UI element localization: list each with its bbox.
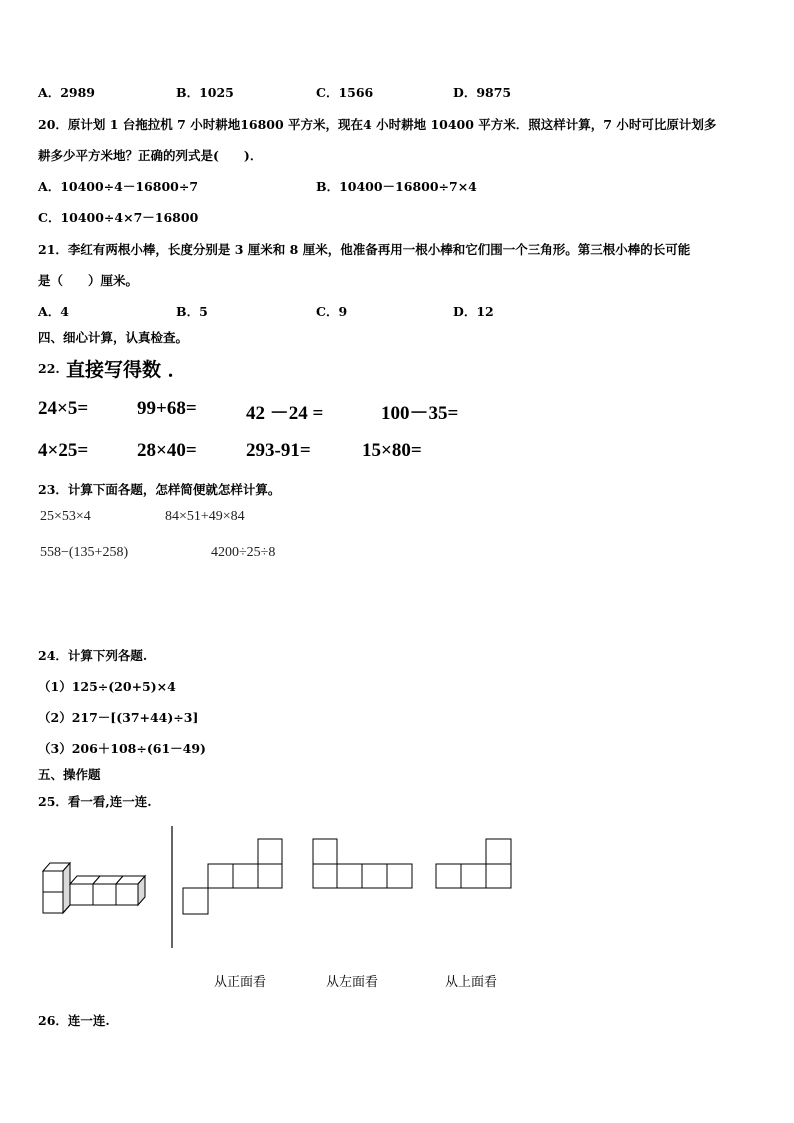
view-label-left: 从左面看 [326,975,379,990]
q21-option-b: B．5 [176,304,208,319]
q22-number: 22. [38,361,60,376]
q23-item-1: 25×53×4 [40,509,91,524]
q20-option-b: B．10400－16800÷7×4 [316,179,477,194]
q22-item-3: 42 －24 = [246,403,324,424]
q20-stem-line2: 耕多少平方米地？正确的列式是( )． [38,148,263,163]
q21-stem-line2: 是（ ）厘米。 [38,273,139,288]
q23-title: 23．计算下面各题，怎样简便就怎样计算。 [38,482,281,497]
q22-item-8: 15×80= [362,440,422,461]
q26-title: 26．连一连. [38,1013,110,1028]
view-label-front: 从正面看 [214,975,267,990]
q19-option-c: C．1566 [316,85,374,100]
q23-item-3: 558−(135+258) [40,545,129,560]
view-grid-2 [312,838,414,890]
view-grid-1 [182,838,284,916]
q23-item-4: 4200÷25÷8 [211,545,276,560]
q24-item-2: （2）217－[(37+44)÷3] [38,710,199,725]
q20-stem-line1: 20．原计划 1 台拖拉机 7 小时耕地16800 平方米，现在4 小时耕地 10400 平方米．照这样计算，7 小时可比原计划多 [38,117,717,132]
q24-item-1: （1）125÷(20+5)×4 [38,679,176,694]
q21-option-d: D．12 [453,304,494,319]
q25-title: 25．看一看,连一连. [38,794,152,809]
q19-option-a: A．2989 [38,85,95,100]
q23-item-2: 84×51+49×84 [165,509,245,524]
section-4-heading: 四、细心计算，认真检查。 [38,330,189,345]
q22-item-7: 293-91= [246,440,311,461]
q22-item-1: 24×5= [38,398,89,419]
vertical-divider [170,826,174,948]
q22-item-2: 99+68= [137,398,197,419]
q22-item-4: 100－35= [381,403,459,424]
q21-option-c: C．9 [316,304,348,319]
cube-solid-figure [38,855,158,917]
q21-option-a: A．4 [38,304,69,319]
q24-item-3: （3）206＋108÷(61－49) [38,741,206,756]
q24-title: 24．计算下列各题. [38,648,148,663]
q20-option-c: C．10400÷4×7－16800 [38,210,199,225]
q19-option-b: B．1025 [176,85,234,100]
q21-stem-line1: 21．李红有两根小棒，长度分别是 3 厘米和 8 厘米，他准备再用一根小棒和它们围一个三角形。第三根小棒的长可能 [38,242,691,257]
q22-item-5: 4×25= [38,440,89,461]
q22-item-6: 28×40= [137,440,197,461]
q22-title: 直接写得数 ． [66,359,187,381]
q20-option-a: A．10400÷4－16800÷7 [38,179,199,194]
view-label-top: 从上面看 [445,975,498,990]
view-grid-3 [435,838,515,890]
section-5-heading: 五、操作题 [38,767,101,782]
q19-option-d: D．9875 [453,85,512,100]
